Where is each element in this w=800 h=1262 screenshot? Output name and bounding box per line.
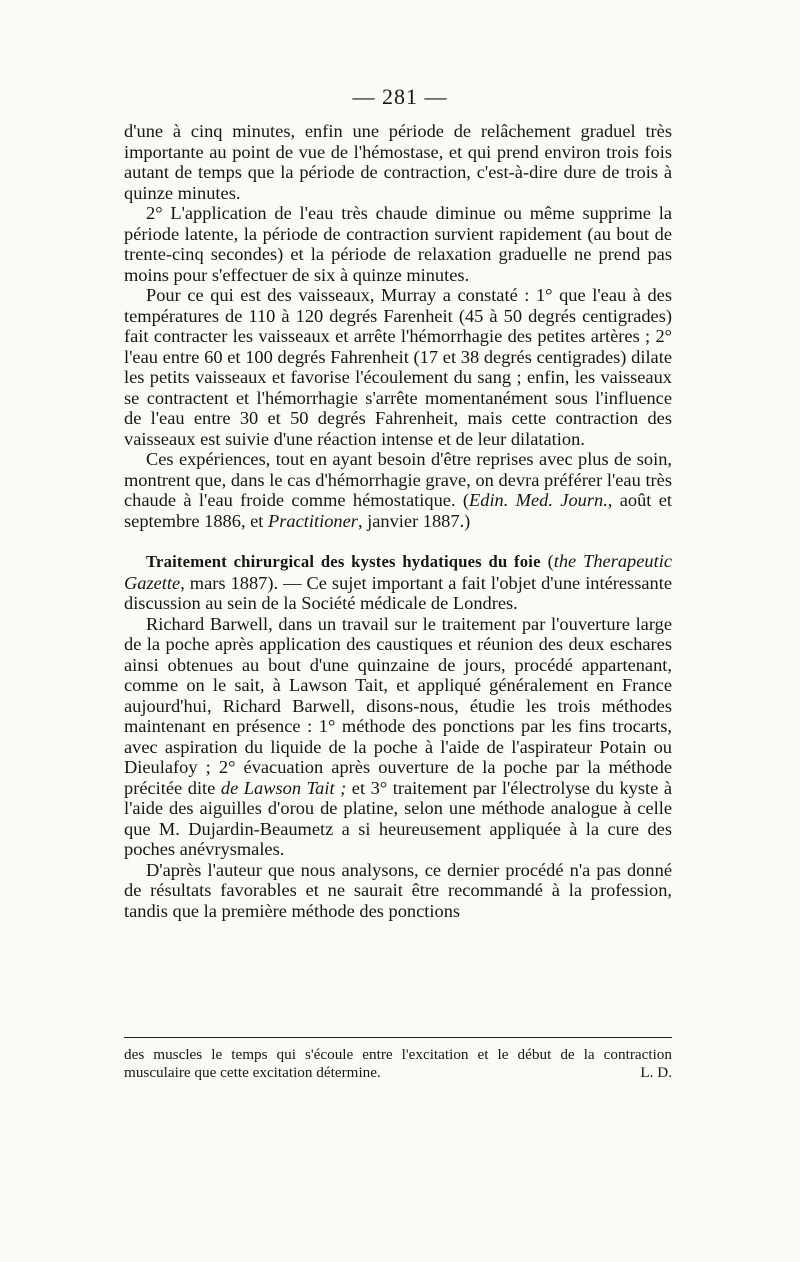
- paragraph-4-text-b: , août et septembre 1886, et: [124, 490, 672, 531]
- page-number: — 281 —: [352, 84, 448, 109]
- paragraph-6-text-b: et 3° traitement par l'électrolyse du kyste à l'aide des aiguilles d'orou de platine, selon une méthode analogue à celle que M. Dujardin-Beaumetz a si heureusement appliquée à la cure des poches anévrysmales.: [124, 777, 672, 859]
- section-paragraph: [124, 551, 672, 614]
- body-text: [124, 121, 672, 921]
- section-text-b: , mars 1887). — Ce sujet important a fait l'objet d'une intéressante discussion au sein de la Société médicale de Londres.: [124, 572, 672, 613]
- method-lawson-tait: de Lawson Tait ;: [220, 777, 347, 798]
- citation-practitioner: Practitioner: [268, 510, 358, 531]
- footnote-text: des muscles le temps qui s'écoule entre l'excitation et le début de la contraction musculaire que cette excitation détermine.: [124, 1046, 672, 1081]
- paragraph-4: [124, 449, 672, 531]
- footnote-divider: [124, 1037, 672, 1038]
- citation-edin-med-journ: Edin. Med. Journ.: [469, 490, 608, 510]
- paragraph-2: 2° L'application de l'eau très chaude diminue ou même supprime la période latente, la période de contraction survient rapidement (au bout de trente-cinq secondes) et la période de relaxation graduelle ne prend pas moins pour s'effectuer de six à quinze minutes.: [124, 203, 672, 285]
- paragraph-6: [124, 614, 672, 860]
- paragraph-7: D'après l'auteur que nous analysons, ce dernier procédé n'a pas donné de résultats favorables et ne saurait être recommandé à la profession, tandis que la première méthode des ponctions: [124, 859, 672, 921]
- paragraph-4-text-c: , janvier 1887.): [357, 510, 471, 531]
- paragraph-4-text-a: Ces expériences, tout en ayant besoin d'être reprises avec plus de soin, montrent que, dans le cas d'hémorrhagie grave, on devra préférer l'eau très chaude à l'eau froide comme hémostatique. (: [124, 449, 672, 510]
- section-title: Traitement chirurgical des kystes hydatiques du foie: [146, 552, 541, 571]
- section-text-a: (: [540, 551, 554, 571]
- paragraph-3: Pour ce qui est des vaisseaux, Murray a constaté : 1° que l'eau à des températures de 110 à 120 degrés Farenheit (45 à 50 degrés centigrades) fait contracter les vaisseaux et arrête l'hémorrhagie des petites artères ; 2° l'eau entre 60 et 100 degrés Fahrenheit (17 et 38 degrés centigrades) dilate les petits vaisseaux et favorise l'écoulement du sang ; enfin, les vaisseaux se contractent et l'hémorrhagie s'arrête momentanément sous l'influence de l'eau entre 30 et 50 degrés Fahrenheit, mais cette contraction des vaisseaux est suivie d'une réaction intense et de leur dilatation.: [124, 285, 672, 449]
- citation-therapeutic-gazette: the Therapeutic Gazette: [124, 551, 672, 593]
- paragraph-1: d'une à cinq minutes, enfin une période de relâchement graduel très importante au point de vue de l'hémostase, et qui prend environ trois fois autant de temps que la période de contraction, c'est-à-dire dure de trois à quinze minutes.: [124, 121, 672, 203]
- footnote: [124, 1046, 672, 1081]
- paragraph-6-text-a: Richard Barwell, dans un travail sur le traitement par l'ouverture large de la poche après application des caustiques et réunion des deux eschares ainsi obtenues au bout d'une quinzaine de jours, procédé appartenant, comme on le sait, à Lawson Tait, et appliqué généralement en France aujourd'hui, Richard Barwell, disons-nous, étudie les trois méthodes maintenant en présence : 1° méthode des ponctions par les fins trocarts, avec aspiration du liquide de la poche à l'aide de l'aspirateur Potain ou Dieulafoy ; 2° évacuation après ouverture de la poche par la méthode précitée dite: [124, 613, 672, 798]
- footnote-signature: L. D.: [640, 1063, 672, 1081]
